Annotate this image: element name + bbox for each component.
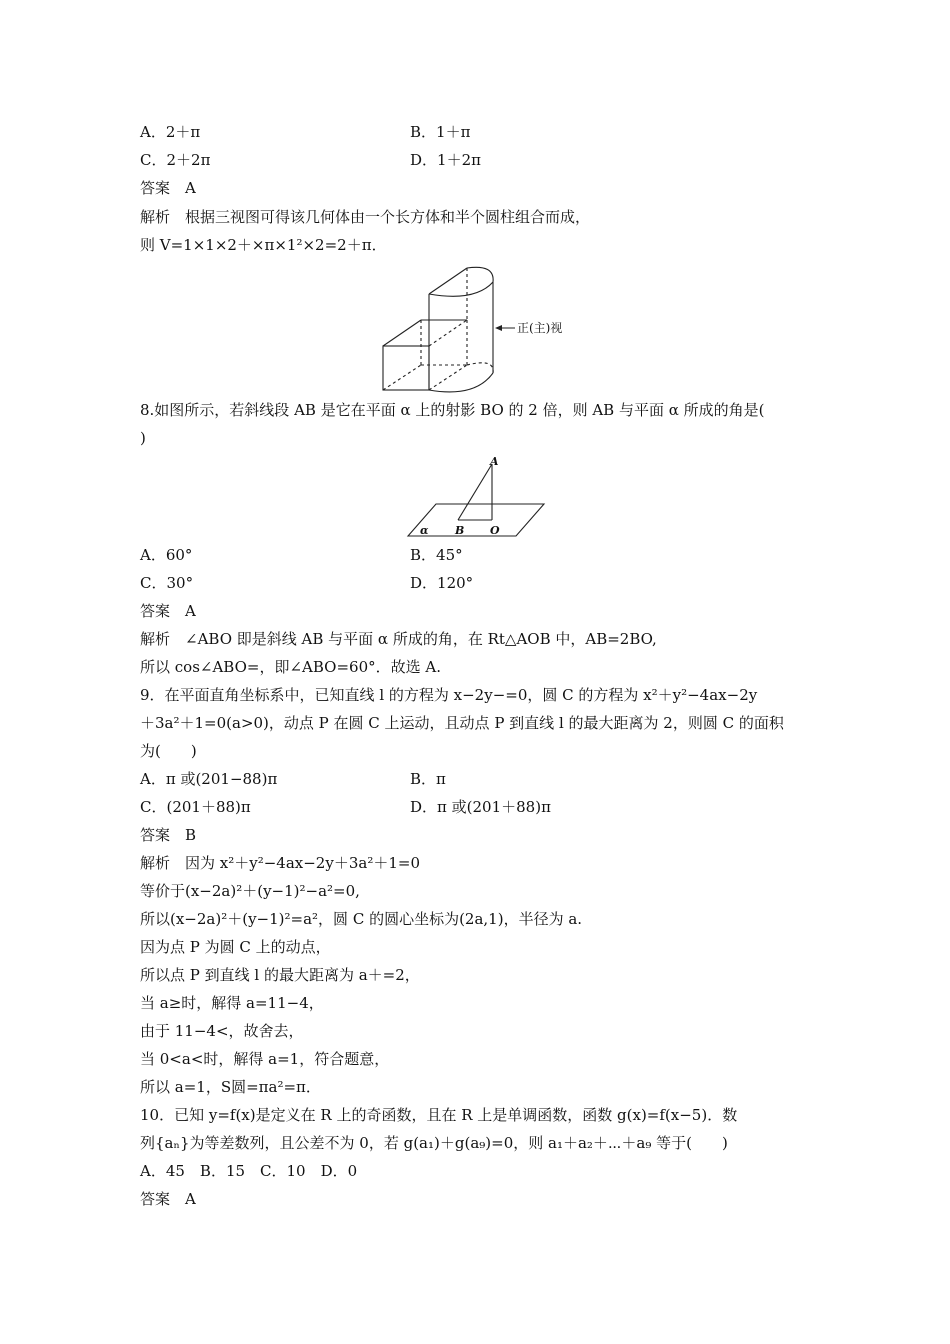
q9-option-c: C．(201＋88)π: [140, 798, 251, 816]
q9-analysis-line: 所以 a=1，S圆=πa²=π．: [140, 1078, 321, 1096]
q10-stem-line2: 列{aₙ}为等差数列，且公差不为 0，若 g(a₁)＋g(a₉)=0，则 a₁＋a₂＋⋯＋a₉ 等于( ): [140, 1134, 728, 1152]
q8-stem-line2: ): [140, 429, 146, 447]
q8-option-b: B．45°: [410, 546, 463, 564]
q8-plane-figure: [400, 452, 550, 542]
q7-option-b: B．1＋π: [410, 123, 471, 141]
q9-stem-line3: 为( ): [140, 742, 197, 760]
q8-stem-line1: 8.如图所示，若斜线段 AB 是它在平面 α 上的射影 BO 的 2 倍，则 AB 与平面 α 所成的角是(: [140, 401, 765, 419]
q9-answer: 答案 B: [140, 826, 197, 844]
q9-option-b: B．π: [410, 770, 446, 788]
q9-stem-line2: ＋3a²＋1=0(a>0)，动点 P 在圆 C 上运动，且动点 P 到直线 l 的最大距离为 2，则圆 C 的面积: [140, 714, 784, 732]
q10-stem-line1: 10．已知 y=f(x)是定义在 R 上的奇函数，且在 R 上是单调函数，函数 g(x)=f(x−5)．数: [140, 1106, 738, 1124]
q8-option-a: A．60°: [140, 546, 193, 564]
q8-label-o: O: [490, 524, 500, 537]
q7-answer: 答案 A: [140, 179, 196, 197]
q9-analysis-line: 由于 11−4<，故舍去，: [140, 1022, 304, 1040]
q9-analysis-line: 所以点 P 到直线 l 的最大距离为 a＋=2，: [140, 966, 420, 984]
q7-analysis-line1: 解析 根据三视图可得该几何体由一个长方体和半个圆柱组合而成，: [140, 208, 591, 226]
q8-label-a: A: [490, 455, 499, 468]
q7-figure-label: 正(主)视: [517, 321, 563, 335]
q7-analysis-line2: 则 V=1×1×2＋×π×1²×2=2＋π．: [140, 236, 387, 254]
q10-options: A．45 B．15 C．10 D．0: [140, 1162, 358, 1180]
q7-solid-figure: [375, 258, 585, 393]
q9-analysis-line: 所以(x−2a)²＋(y−1)²=a²，圆 C 的圆心坐标为(2a,1)，半径为 a.: [140, 910, 583, 928]
q9-analysis-line: 解析 因为 x²＋y²−4ax−2y＋3a²＋1=0: [140, 854, 420, 872]
q8-analysis-line1: 解析 ∠ABO 即是斜线 AB 与平面 α 所成的角，在 Rt△AOB 中，AB=2BO,: [140, 630, 657, 648]
q8-option-d: D．120°: [410, 574, 474, 592]
q9-option-d: D．π 或(201＋88)π: [410, 798, 551, 816]
q9-analysis-line: 当 a≥时，解得 a=11−4，: [140, 994, 324, 1012]
q7-option-a: A．2＋π: [140, 123, 201, 141]
q9-option-a: A．π 或(201−88)π: [140, 770, 278, 788]
q8-label-b: B: [455, 524, 465, 537]
q10-answer: 答案 A: [140, 1190, 196, 1208]
q7-option-c: C．2＋2π: [140, 151, 211, 169]
q8-answer: 答案 A: [140, 602, 196, 620]
q8-option-c: C．30°: [140, 574, 194, 592]
q9-stem-line1: 9．在平面直角坐标系中，已知直线 l 的方程为 x−2y−=0，圆 C 的方程为 x²＋y²−4ax−2y: [140, 686, 758, 704]
q9-analysis-line: 当 0<a<时，解得 a=1，符合题意，: [140, 1050, 390, 1068]
q7-option-d: D．1＋2π: [410, 151, 481, 169]
q9-analysis-line: 等价于(x−2a)²＋(y−1)²−a²=0,: [140, 882, 360, 900]
q8-label-alpha: α: [420, 524, 429, 537]
q9-analysis-line: 因为点 P 为圆 C 上的动点，: [140, 938, 331, 956]
q8-analysis-line2: 所以 cos∠ABO=，即∠ABO=60°．故选 A.: [140, 658, 441, 676]
